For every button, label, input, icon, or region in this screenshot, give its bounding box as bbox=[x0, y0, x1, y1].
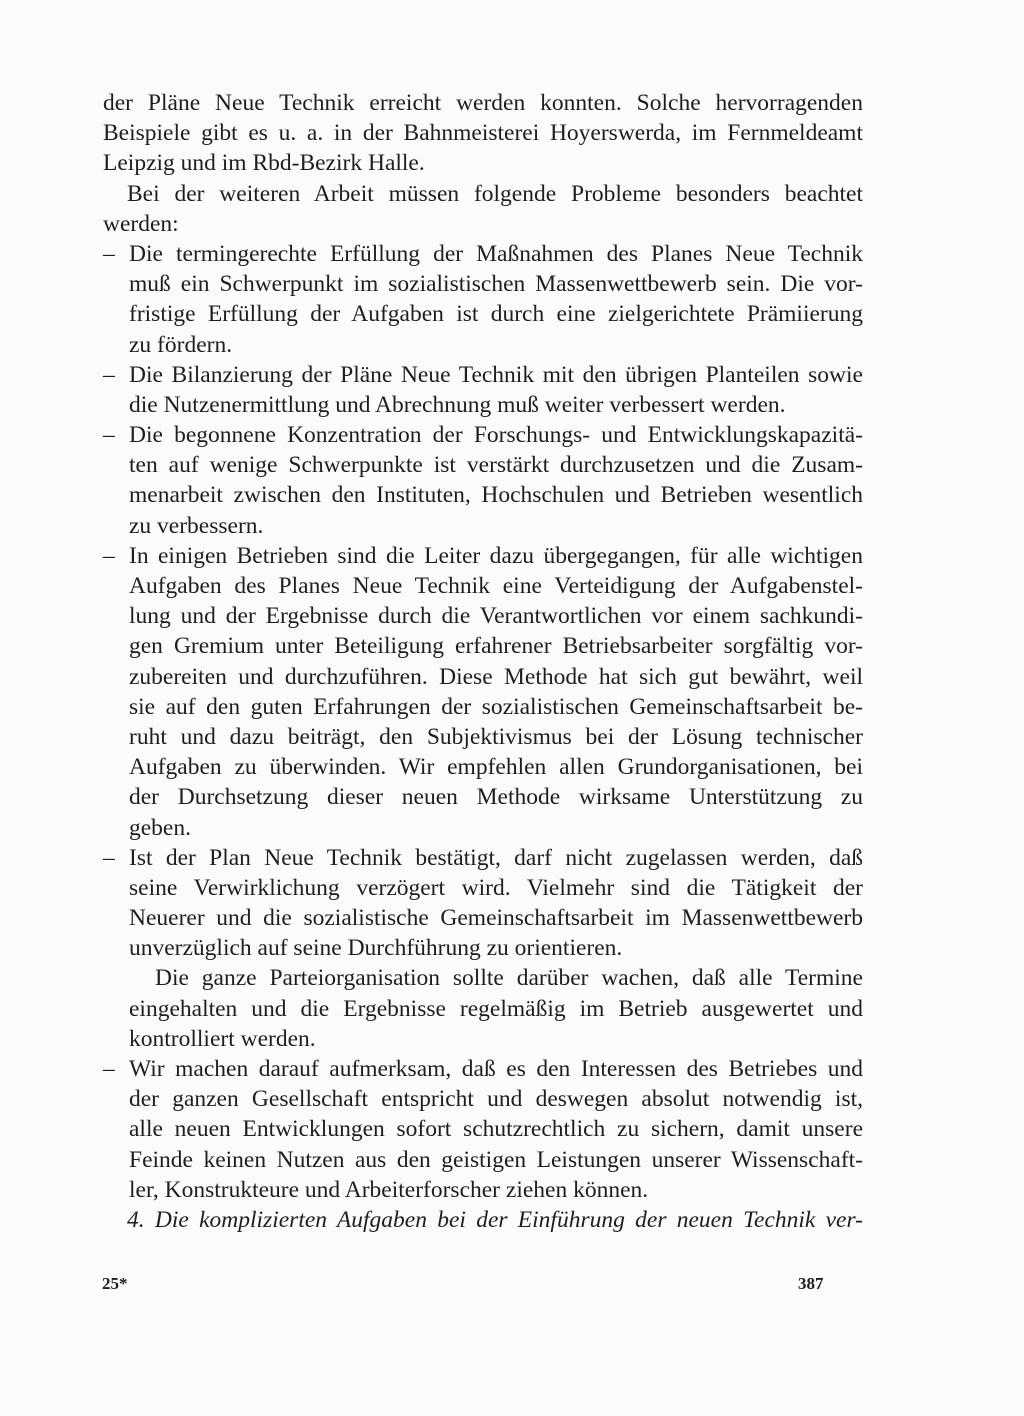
text-line: kontrolliert werden. bbox=[129, 1025, 316, 1052]
text-line: der ganzen Gesellschaft entspricht und deswegen absolut notwendig ist, bbox=[129, 1086, 863, 1113]
text-line: werden: bbox=[103, 210, 179, 237]
text-line: Die ganze Parteiorganisation sollte darüber wachen, daß alle Termine bbox=[155, 965, 863, 992]
text-line: fristige Erfüllung der Aufgaben ist durch eine zielgerichtete Prämiierung bbox=[129, 301, 863, 328]
text-line: eingehalten und die Ergebnisse regelmäßig im Betrieb ausgewertet und bbox=[129, 995, 863, 1022]
text-line: gen Gremium unter Beteiligung erfahrener Betriebsarbeiter sorgfältig vor- bbox=[129, 633, 863, 660]
list-item-line: – Die begonnene Konzentration der Forschungs- und Entwicklungskapazitä- bbox=[103, 420, 863, 450]
text-line: alle neuen Entwicklungen sofort schutzrechtlich zu sichern, damit unsere bbox=[129, 1116, 863, 1143]
list-item-line: – Die Bilanzierung der Pläne Neue Technik mit den übrigen Planteilen sowie bbox=[103, 360, 863, 390]
text-line: Beispiele gibt es u. a. in der Bahnmeisterei Hoyerswerda, im Fernmeldeamt bbox=[103, 120, 863, 147]
text-line: die Nutzenermittlung und Abrechnung muß weiter verbessert werden. bbox=[129, 391, 786, 418]
text-line: ruht und dazu beiträgt, den Subjektivismus bei der Lösung technischer bbox=[129, 723, 863, 750]
text-line: Leipzig und im Rbd-Bezirk Halle. bbox=[103, 150, 425, 177]
text-line: menarbeit zwischen den Instituten, Hochschulen und Betrieben wesentlich bbox=[129, 482, 863, 509]
text-line: zubereiten und durchzuführen. Diese Methode hat sich gut bewährt, weil bbox=[129, 663, 863, 690]
list-item-line: – Ist der Plan Neue Technik bestätigt, darf nicht zugelassen werden, daß bbox=[103, 843, 863, 873]
text-line: ler, Konstrukteure und Arbeiterforscher ziehen können. bbox=[129, 1176, 649, 1203]
text-line: unverzüglich auf seine Durchführung zu orientieren. bbox=[129, 935, 623, 962]
list-item-line: – Wir machen darauf aufmerksam, daß es den Interessen des Betriebes und bbox=[103, 1054, 863, 1084]
text-line: zu fördern. bbox=[129, 331, 233, 358]
list-item-line: – Die termingerechte Erfüllung der Maßnahmen des Planes Neue Technik bbox=[103, 239, 863, 269]
text-line: seine Verwirklichung verzögert wird. Vielmehr sind die Tätigkeit der bbox=[129, 874, 863, 901]
text-line: Aufgaben zu überwinden. Wir empfehlen allen Grundorganisationen, bei bbox=[129, 754, 863, 781]
page-number: 387 bbox=[798, 1274, 824, 1293]
text-line: ten auf wenige Schwerpunkte ist verstärkt durchzusetzen und die Zusam- bbox=[129, 452, 863, 479]
text-line: Feinde keinen Nutzen aus den geistigen Leistungen unserer Wissenschaft- bbox=[129, 1146, 863, 1173]
text-line: muß ein Schwerpunkt im sozialistischen Massenwettbewerb sein. Die vor- bbox=[129, 271, 863, 298]
section-heading-line: 4. Die komplizierten Aufgaben bei der Einführung der neuen Technik ver- bbox=[127, 1206, 863, 1233]
text-line: der Pläne Neue Technik erreicht werden konnten. Solche hervorragenden bbox=[103, 90, 863, 116]
list-item-line: – In einigen Betrieben sind die Leiter dazu übergegangen, für alle wichtigen bbox=[103, 541, 863, 571]
text-line: der Durchsetzung dieser neuen Methode wirksame Unterstützung zu bbox=[129, 784, 863, 811]
text-line: lung und der Ergebnisse durch die Verantwortlichen vor einem sachkundi- bbox=[129, 603, 863, 630]
text-line: zu verbessern. bbox=[129, 512, 264, 539]
text-line: Aufgaben des Planes Neue Technik eine Verteidigung der Aufgabenstel- bbox=[129, 573, 863, 599]
text-line: sie auf den guten Erfahrungen der sozialistischen Gemeinschaftsarbeit be- bbox=[129, 693, 863, 720]
text-line: geben. bbox=[129, 814, 191, 841]
signature-mark: 25* bbox=[102, 1274, 128, 1293]
body-text bbox=[103, 88, 863, 1235]
text-line: Neuerer und die sozialistische Gemeinschaftsarbeit im Massenwettbewerb bbox=[129, 905, 863, 932]
text-line: Bei der weiteren Arbeit müssen folgende Probleme besonders beachtet bbox=[127, 180, 863, 207]
